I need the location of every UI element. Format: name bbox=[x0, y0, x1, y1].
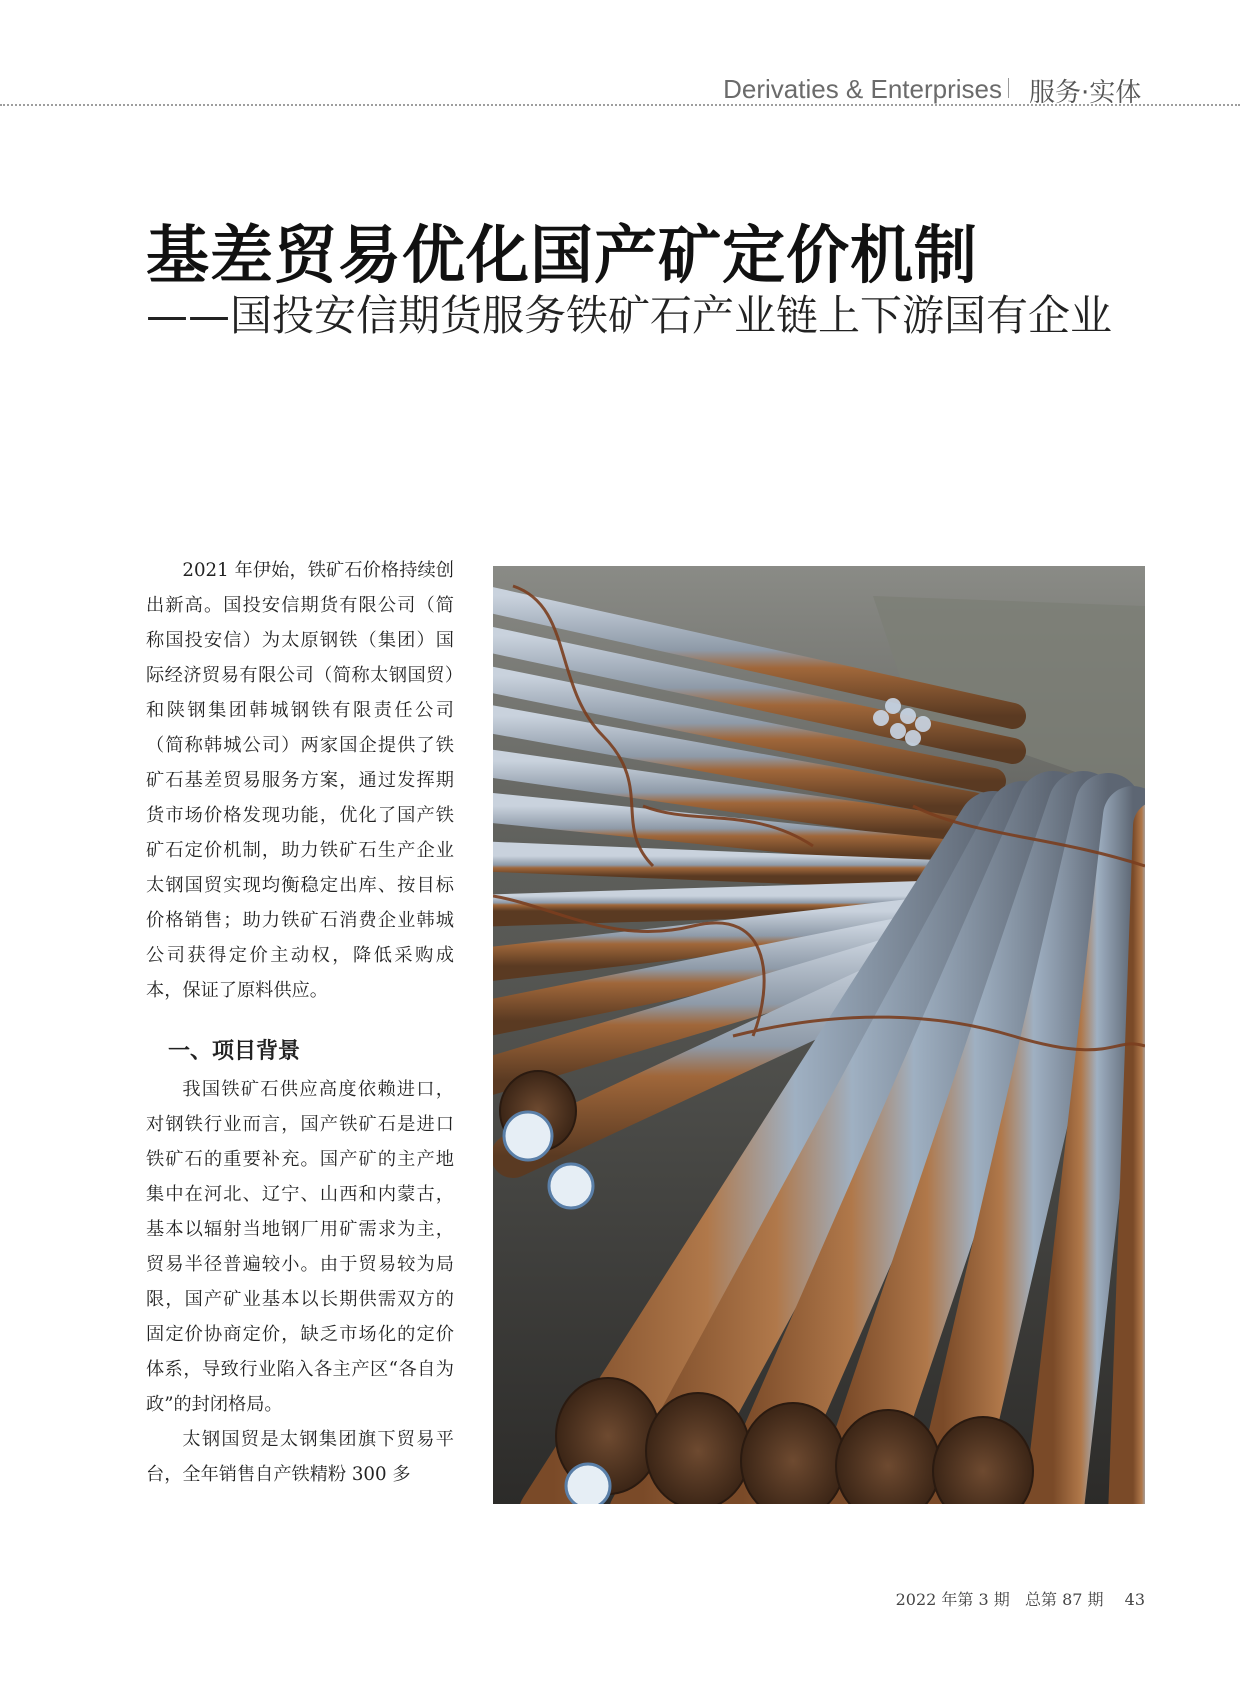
header-dotted-rule bbox=[0, 104, 1240, 106]
page-footer bbox=[896, 1587, 1145, 1610]
steel-bars-photo bbox=[493, 566, 1145, 1504]
header-divider bbox=[1008, 78, 1009, 98]
section-label-en: Derivaties & Enterprises bbox=[723, 74, 1002, 104]
steel-bars-illustration bbox=[493, 566, 1145, 1504]
body-paragraph: 太钢国贸是太钢集团旗下贸易平台，全年销售自产铁精粉 300 多 bbox=[146, 1429, 454, 1485]
article-subtitle: ——国投安信期货服务铁矿石产业链上下游国有企业 bbox=[146, 291, 1113, 340]
article-title: 基差贸易优化国产矿定价机制 bbox=[146, 219, 978, 292]
section-label-cn: 服务·实体 bbox=[1029, 78, 1142, 108]
body-column bbox=[146, 553, 454, 1492]
section-heading: 一、项目背景 bbox=[168, 1039, 301, 1064]
page-header bbox=[0, 66, 1240, 106]
issue-info: 2022 年第 3 期 总第 87 期 bbox=[895, 1590, 1104, 1609]
page-number: 43 bbox=[1124, 1590, 1145, 1609]
body-paragraph: 我国铁矿石供应高度依赖进口，对钢铁行业而言，国产铁矿石是进口铁矿石的重要补充。国产矿的主产地集中在河北、辽宁、山西和内蒙古，基本以辐射当地钢厂用矿需求为主，贸易半径普遍较小。由于贸易较为局限，国产矿业基本以长期供需双方的固定价协商定价，缺乏市场化的定价体系，导致行业陷入各主产区“各自为政”的封闭格局。 bbox=[146, 1079, 454, 1415]
intro-paragraph: 2021 年伊始，铁矿石价格持续创出新高。国投安信期货有限公司（简称国投安信）为太原钢铁（集团）国际经济贸易有限公司（简称太钢国贸）和陕钢集团韩城钢铁有限责任公司（简称韩城公司）两家国企提供了铁矿石基差贸易服务方案，通过发挥期货市场价格发现功能，优化了国产铁矿石定价机制，助力铁矿石生产企业太钢国贸实现均衡稳定出库、按目标价格销售；助力铁矿石消费企业韩城公司获得定价主动权，降低采购成本，保证了原料供应。 bbox=[146, 560, 454, 1001]
